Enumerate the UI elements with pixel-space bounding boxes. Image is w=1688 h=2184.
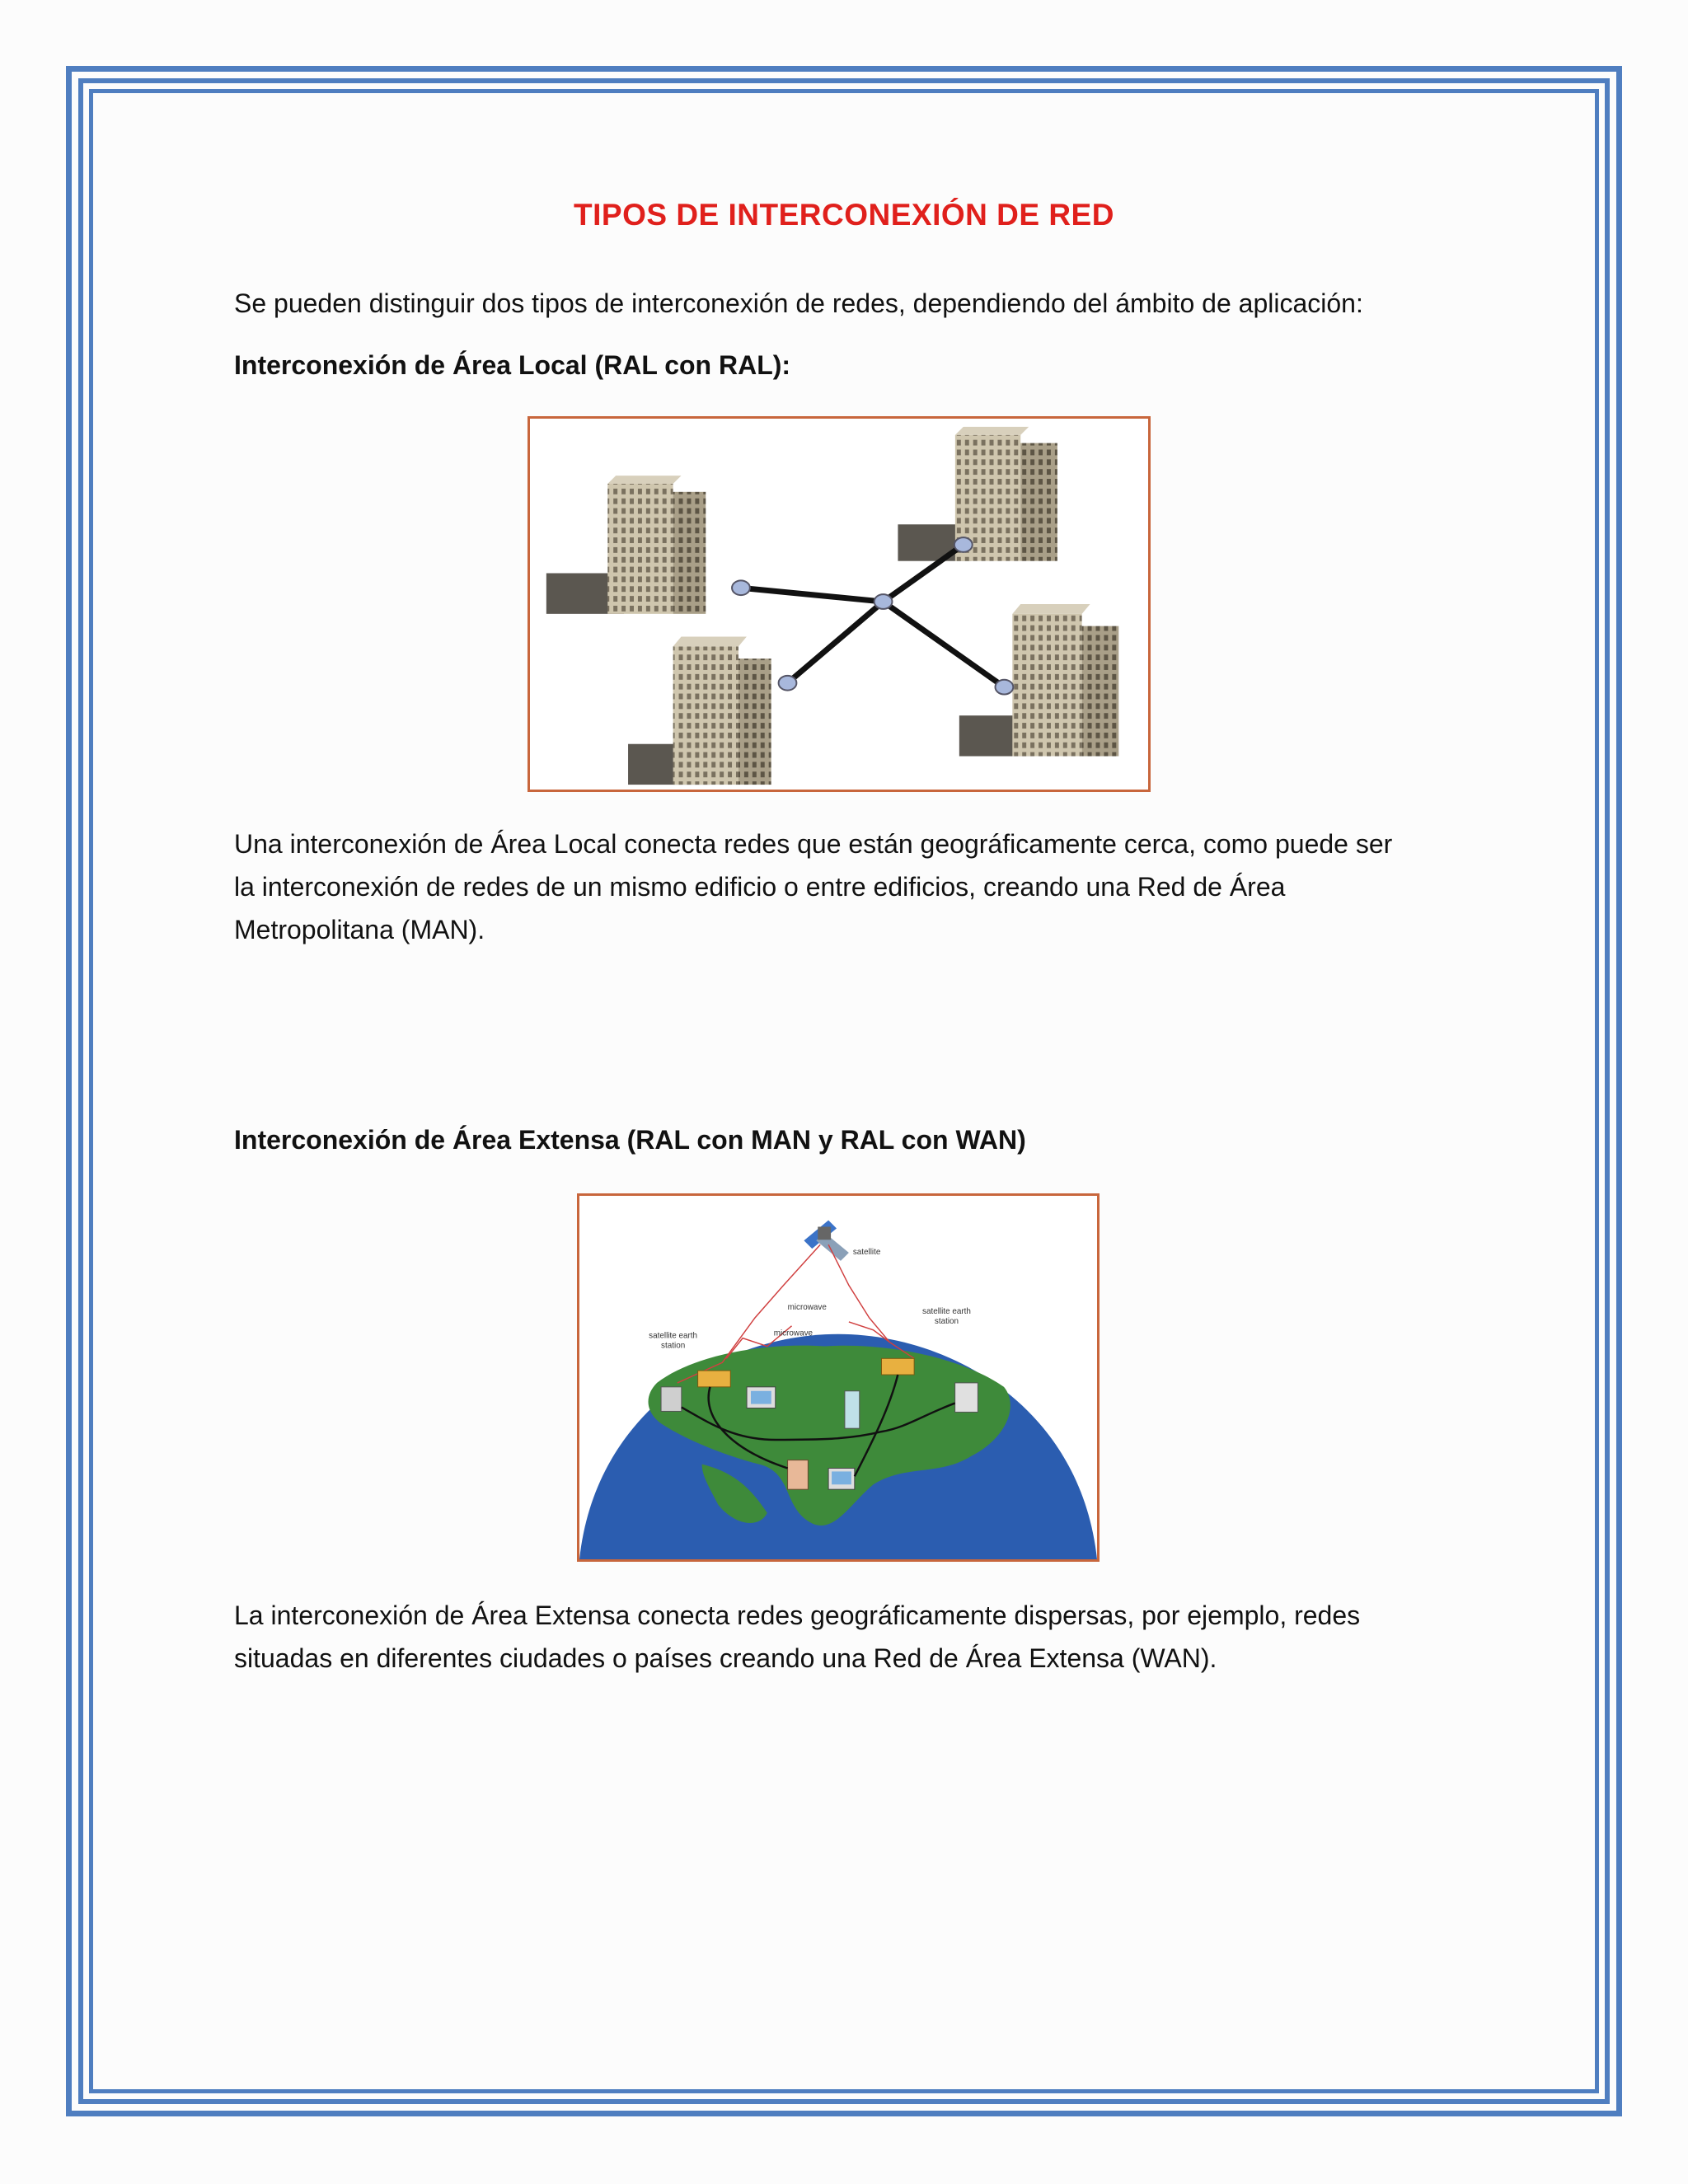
text-line: Una interconexión de Área Local conecta redes que están geográficamente cerca, como puede ser <box>234 829 1393 859</box>
text-line: situadas en diferentes ciudades o países creando una Red de Área Extensa (WAN). <box>234 1643 1217 1673</box>
label-microwave-2: microwave <box>773 1329 814 1338</box>
building-top-left <box>546 476 706 614</box>
building-top-right <box>898 427 1057 561</box>
section-local-heading: Interconexión de Área Local (RAL con RAL): <box>234 350 791 380</box>
label-microwave-1: microwave <box>787 1303 827 1313</box>
text-line: La interconexión de Área Extensa conecta redes geográficamente dispersas, por ejemplo, redes <box>234 1601 1361 1630</box>
label-earth-station-left-1: satellite earth <box>649 1331 698 1341</box>
section-local-text <box>234 823 1470 951</box>
intro-text: Se pueden distinguir dos tipos de interconexión de redes, dependiendo del ámbito de aplicación: <box>234 288 1363 318</box>
text-line: Metropolitana (MAN). <box>234 915 485 944</box>
lan-buildings-figure <box>528 416 1151 792</box>
label-earth-station-right-2: station <box>934 1316 959 1326</box>
label-earth-station-left-2: station <box>661 1341 686 1351</box>
page-title: TIPOS DE INTERCONEXIÓN DE RED <box>574 198 1114 232</box>
label-satellite: satellite <box>852 1248 881 1258</box>
building-bottom-left <box>628 636 771 785</box>
wan-globe-figure <box>577 1193 1100 1562</box>
section-extensa-heading: Interconexión de Área Extensa (RAL con MAN y RAL con WAN) <box>234 1125 1026 1155</box>
page-border-inner <box>89 89 1599 2093</box>
network-links <box>741 545 1004 687</box>
building-bottom-right <box>959 604 1118 757</box>
lan-diagram <box>530 419 1148 790</box>
wan-diagram <box>579 1196 1097 1559</box>
section-extensa-text <box>234 1594 1470 1680</box>
label-earth-station-right-1: satellite earth <box>922 1307 971 1317</box>
text-line: la interconexión de redes de un mismo edificio o entre edificios, creando una Red de Área <box>234 872 1286 902</box>
